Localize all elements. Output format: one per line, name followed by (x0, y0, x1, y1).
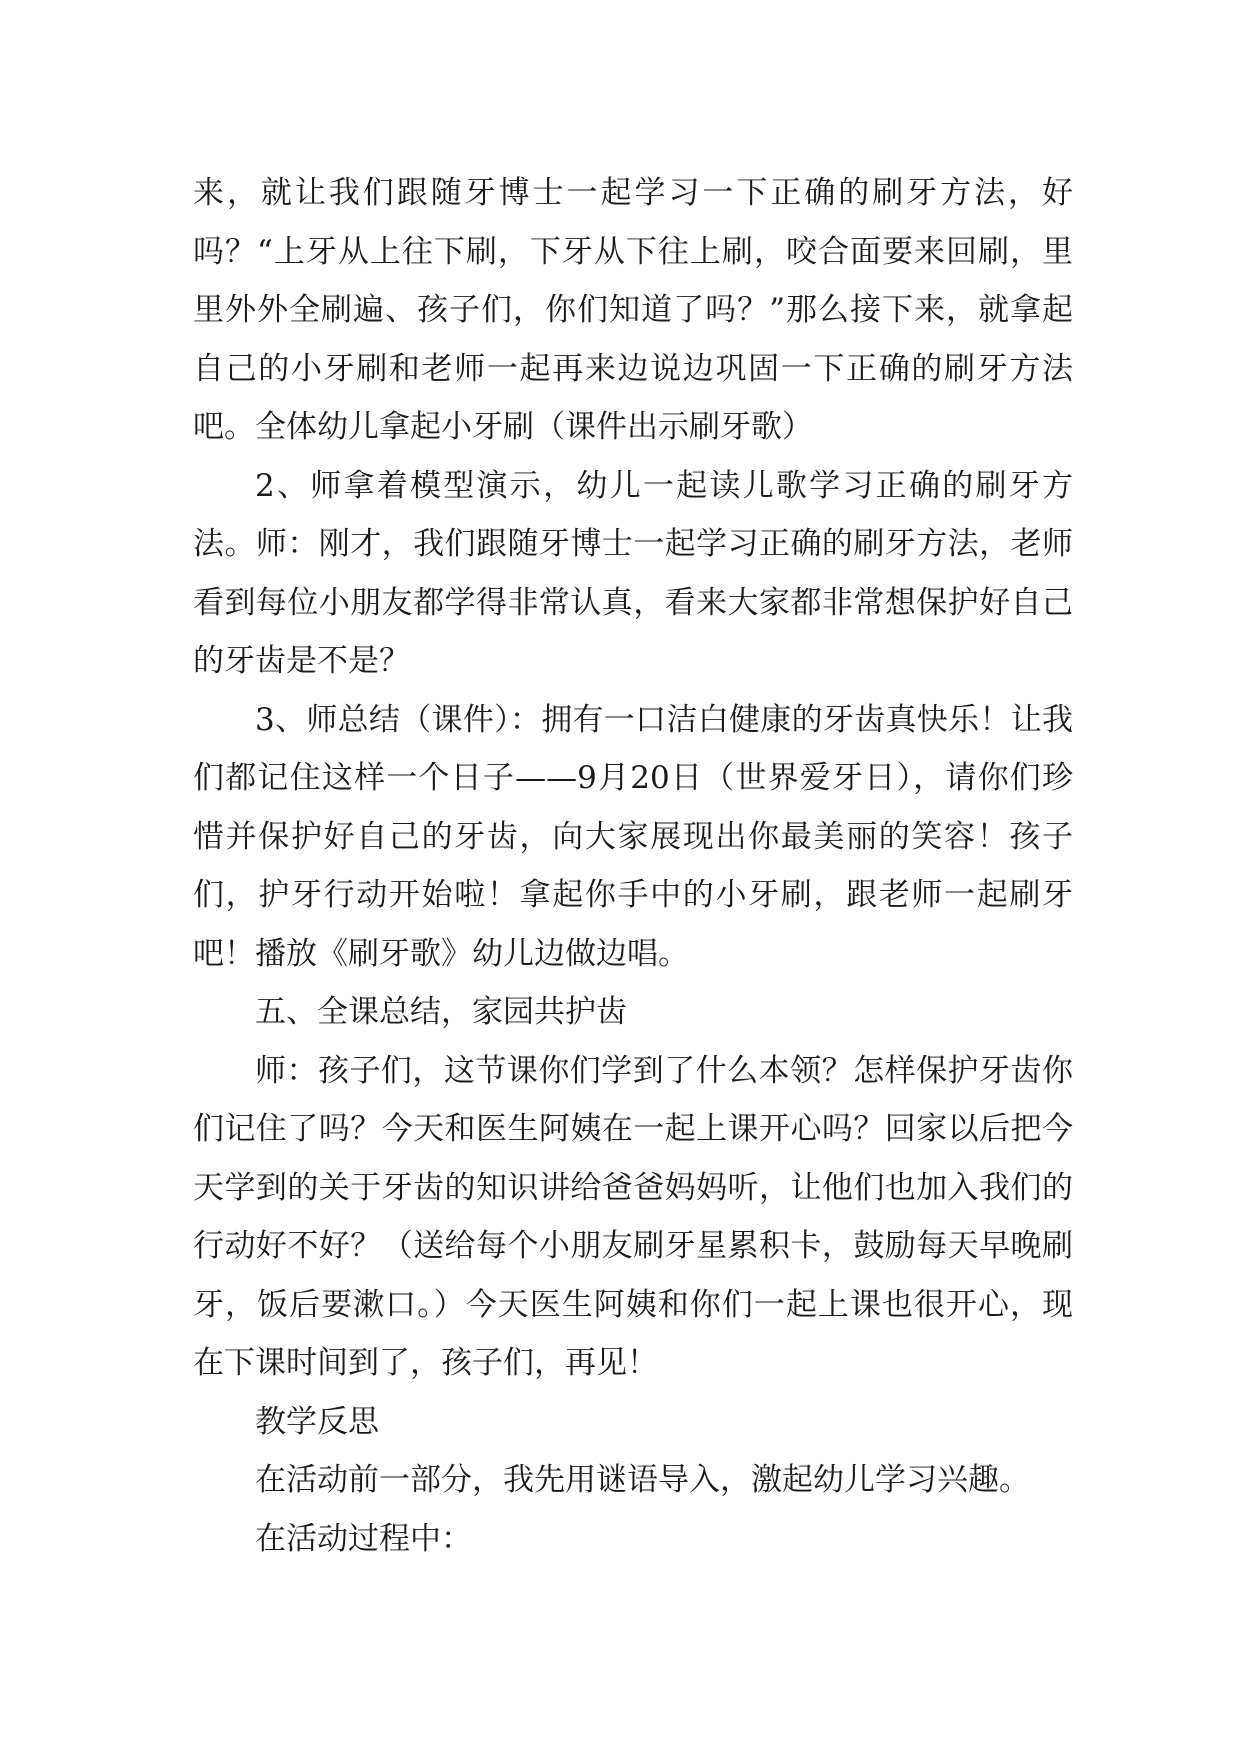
paragraph-reflection-process: 在活动过程中： (255, 1520, 472, 1557)
section-heading-reflection: 教学反思 (255, 1403, 379, 1440)
section-heading-summary: 五、全课总结，家园共护齿 (255, 994, 627, 1030)
document-body (193, 164, 1073, 1568)
paragraph-continuation: 来，就让我们跟随牙博士一起学习一下正确的刷牙方法，好吗？“上牙从上往下刷，下牙从下往上刷，咬合面要来回刷，里里外外全刷遍、孩子们，你们知道了吗？”那么接下来，就拿起自己的小牙刷和老师一起再来边说边巩固一下正确的刷牙方法吧。全体幼儿拿起小牙刷（课件出示刷牙歌） (193, 175, 1073, 445)
paragraph-step-3: 3、师总结（课件）：拥有一口洁白健康的牙齿真快乐！让我们都记住这样一个日子——9月20日（世界爱牙日），请你们珍惜并保护好自己的牙齿，向大家展现出你最美丽的笑容！孩子们，护牙行动开始啦！拿起你手中的小牙刷，跟老师一起刷牙吧！播放《刷牙歌》幼儿边做边唱。 (193, 701, 1073, 972)
paragraph-reflection-intro: 在活动前一部分，我先用谜语导入，激起幼儿学习兴趣。 (255, 1462, 1030, 1498)
paragraph-teacher-summary: 师：孩子们，这节课你们学到了什么本领？怎样保护牙齿你们记住了吗？今天和医生阿姨在一起上课开心吗？回家以后把今天学到的关于牙齿的知识讲给爸爸妈妈听，让他们也加入我们的行动好不好？（送给每个小朋友刷牙星累积卡，鼓励每天早晚刷牙，饭后要漱口。）今天医生阿姨和你们一起上课也很开心，现在下课时间到了，孩子们，再见！ (193, 1052, 1073, 1381)
paragraph-step-2: 2、师拿着模型演示，幼儿一起读儿歌学习正确的刷牙方法。师：刚才，我们跟随牙博士一起学习正确的刷牙方法，老师看到每位小朋友都学得非常认真，看来大家都非常想保护好自己的牙齿是不是？ (193, 467, 1073, 679)
